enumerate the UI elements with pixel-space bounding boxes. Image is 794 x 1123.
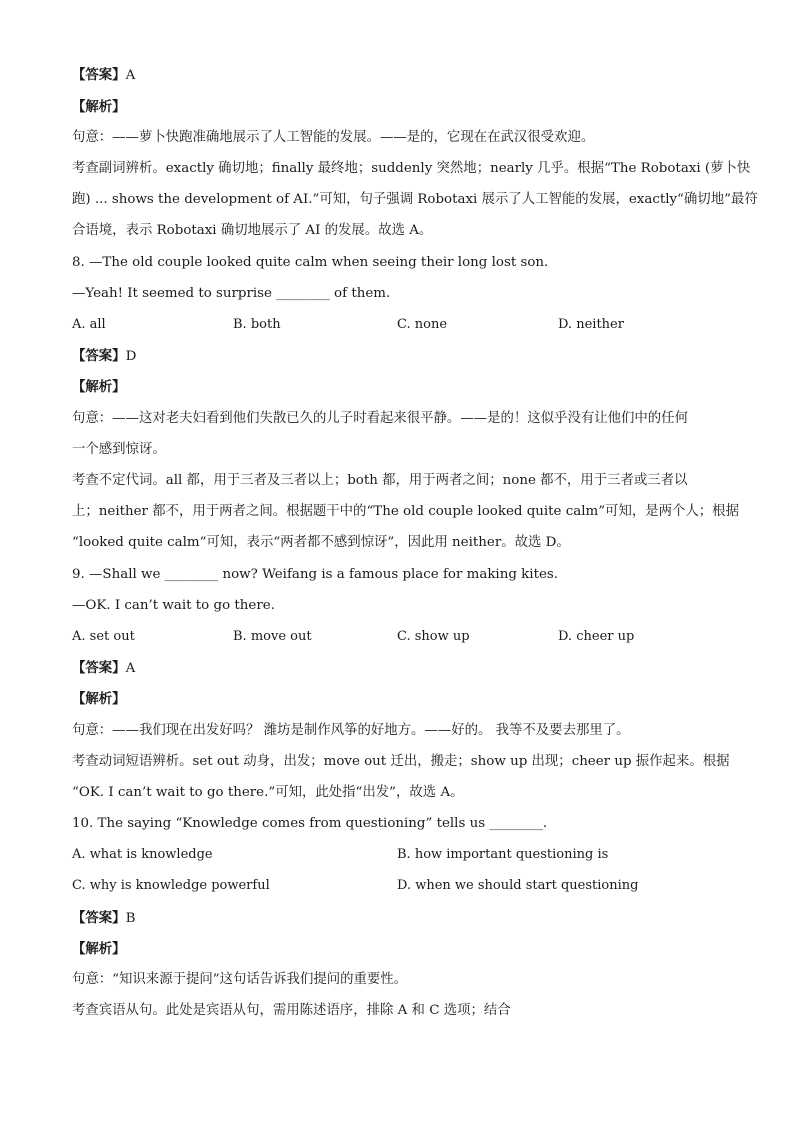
q8-option-b: B. both <box>233 317 281 332</box>
answer-label: 【答案】 <box>72 660 126 676</box>
q7-analysis-label: 【解析】 <box>72 99 126 115</box>
q10-stem: 10. The saying “Knowledge comes from questioning” tells us ________. <box>72 816 548 831</box>
q8-stem-line-1: 8. —The old couple looked quite calm when seeing their long lost son. <box>72 255 549 270</box>
q8-option-c: C. none <box>397 317 448 332</box>
q7-answer-line <box>72 66 722 85</box>
q9-explain-line-1: 考查动词短语辨析。set out 动身，出发；move out 迁出，搬走；show up 出现；cheer up 振作起来。根据 <box>72 754 730 769</box>
q10-option-a: A. what is knowledge <box>72 847 213 862</box>
answer-label: 【答案】 <box>72 910 126 926</box>
q10-explain-line-1: 考查宾语从句。此处是宾语从句，需用陈述语序，排除 A 和 C 选项；结合 <box>72 1003 511 1018</box>
q9-option-c: C. show up <box>397 629 470 644</box>
q10-analysis-label: 【解析】 <box>72 941 126 957</box>
q9-option-b: B. move out <box>233 629 312 644</box>
q10-answer-line <box>72 909 722 928</box>
answer-value: A <box>125 68 136 83</box>
q8-explain-line-1: 考查不定代词。all 都，用于三者及三者以上；both 都，用于两者之间；none 都不，用于三者或三者以 <box>72 473 688 488</box>
q8-meaning-line-2: 一个感到惊讶。 <box>72 442 166 457</box>
q9-meaning: 句意：——我们现在出发好吗？ 潍坊是制作风筝的好地方。——好的。 我等不及要去那里了。 <box>72 723 630 738</box>
q7-explain-line-2: 跑) ... shows the development of AI.”可知，句子强调 Robotaxi 展示了人工智能的发展，exactly“确切地”最符 <box>72 192 758 207</box>
q7-meaning: 句意：——萝卜快跑准确地展示了人工智能的发展。——是的，它现在在武汉很受欢迎。 <box>72 130 595 145</box>
q8-explain-line-3: “looked quite calm”可知，表示“两者都不感到惊讶”，因此用 neither。故选 D。 <box>72 535 570 550</box>
q9-answer-line <box>72 659 722 678</box>
q10-option-b: B. how important questioning is <box>397 847 609 862</box>
answer-value: A <box>125 661 136 676</box>
q10-option-d: D. when we should start questioning <box>397 878 639 893</box>
answer-value: D <box>125 349 137 364</box>
q10-option-c: C. why is knowledge powerful <box>72 878 270 893</box>
q8-option-d: D. neither <box>558 317 624 332</box>
q9-option-d: D. cheer up <box>558 629 635 644</box>
q9-stem-line-1: 9. —Shall we ________ now? Weifang is a famous place for making kites. <box>72 567 558 582</box>
q7-explain-line-1: 考查副词辨析。exactly 确切地；finally 最终地；suddenly 突然地；nearly 几乎。根据“The Robotaxi (萝卜快 <box>72 161 751 176</box>
q9-analysis-label: 【解析】 <box>72 691 126 707</box>
answer-label: 【答案】 <box>72 67 126 83</box>
q8-meaning-line-1: 句意：——这对老夫妇看到他们失散已久的儿子时看起来很平静。——是的！这似乎没有让他们中的任何 <box>72 411 688 426</box>
answer-value: B <box>125 911 136 926</box>
q8-stem-line-2: —Yeah! It seemed to surprise ________ of them. <box>72 286 391 301</box>
q8-answer-line <box>72 347 722 366</box>
answer-label: 【答案】 <box>72 348 126 364</box>
q10-meaning: 句意：“知识来源于提问”这句话告诉我们提问的重要性。 <box>72 972 408 987</box>
q8-explain-line-2: 上；neither 都不，用于两者之间。根据题干中的“The old couple looked quite calm”可知，是两个人；根据 <box>72 504 739 519</box>
q7-explain-line-3: 合语境，表示 Robotaxi 确切地展示了 AI 的发展。故选 A。 <box>72 223 433 238</box>
q9-explain-line-2: “OK. I can’t wait to go there.”可知，此处指“出发”，故选 A。 <box>72 785 464 800</box>
q8-analysis-label: 【解析】 <box>72 379 126 395</box>
q9-stem-line-2: —OK. I can’t wait to go there. <box>72 598 275 613</box>
q8-option-a: A. all <box>72 317 106 332</box>
q9-option-a: A. set out <box>72 629 135 644</box>
